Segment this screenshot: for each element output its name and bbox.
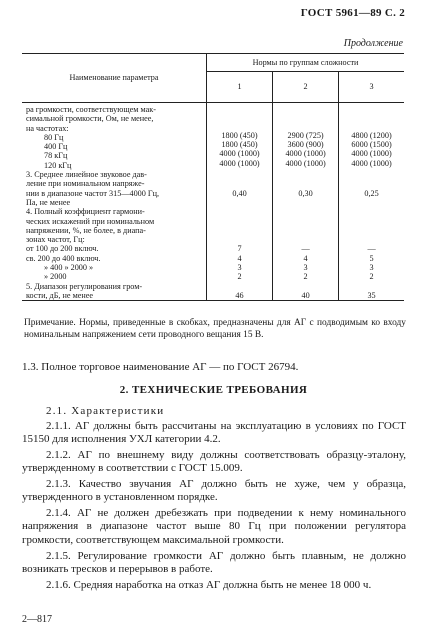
column-header-groups: Нормы по группам сложности: [207, 54, 405, 72]
value-line: [277, 226, 334, 235]
value-cell: [207, 282, 273, 301]
value-line: 3: [303, 263, 308, 273]
value-line: [211, 282, 268, 291]
parameter-line: от 100 до 200 включ.: [26, 244, 99, 254]
parameter-line: 3. Среднее линейное звуковое дав-: [26, 170, 147, 180]
value-line: [211, 235, 268, 244]
value-line: 4000 (1000): [351, 149, 392, 159]
parameter-line: 78 кГц: [44, 151, 68, 161]
value-cell: [339, 170, 404, 207]
value-line: 3600 (900): [287, 140, 324, 150]
value-line: [211, 170, 268, 179]
document-header: ГОСТ 5961—89 С. 2: [300, 7, 405, 19]
value-line: [277, 170, 334, 179]
value-cell: [273, 103, 339, 171]
parameter-line: зонах частот, Гц:: [26, 235, 85, 245]
value-line: 7: [237, 244, 242, 254]
parameter-line: 400 Гц: [44, 142, 68, 152]
parameter-line: напряжении, %, не более, в диапа-: [26, 225, 146, 235]
value-line: 4800 (1200): [351, 130, 392, 140]
value-line: 4: [303, 253, 308, 263]
value-line: [343, 179, 400, 188]
value-line: 4000 (1000): [219, 149, 260, 159]
parameter-line: ра громкости, соответствующем мак-: [26, 105, 156, 114]
parameter-line: 4. Полный коэффициент гармони-: [26, 207, 145, 217]
value-line: [343, 282, 400, 291]
parameter-line: 120 кГц: [44, 160, 72, 170]
value-cell: [339, 282, 404, 301]
value-line: 4000 (1000): [351, 158, 392, 168]
value-line: [211, 103, 268, 112]
value-line: [211, 207, 268, 216]
value-line: —: [301, 244, 310, 254]
paragraph-1-3: 1.3. Полное торговое наименование АГ — по ГОСТ 26794.: [22, 361, 299, 373]
value-line: [211, 179, 268, 188]
value-line: [343, 122, 400, 131]
value-line: —: [367, 244, 376, 254]
norms-table: [22, 53, 404, 301]
value-cell: [207, 207, 273, 281]
parameter-line: ление при номинальном напряже-: [26, 179, 145, 189]
value-line: [343, 103, 400, 112]
parameter-line: св. 200 до 400 включ.: [26, 253, 101, 263]
value-cell: [339, 207, 404, 281]
table-row: [22, 207, 404, 281]
table-row: [22, 282, 404, 301]
value-line: [211, 217, 268, 226]
value-line: [343, 217, 400, 226]
value-line: [343, 170, 400, 179]
parameter-line: ческих искажений при номинальном: [26, 216, 155, 226]
value-line: [277, 112, 334, 121]
value-line: 1800 (450): [221, 130, 258, 140]
value-line: 0,25: [364, 188, 379, 198]
value-cell: [207, 103, 273, 171]
value-line: 4000 (1000): [219, 158, 260, 168]
parameter-line: кости, дБ, не менее: [26, 290, 94, 300]
section-title: 2. ТЕХНИЧЕСКИЕ ТРЕБОВАНИЯ: [119, 384, 308, 396]
table-row: [22, 170, 404, 207]
paragraph-2-1-2: 2.1.2. АГ по внешнему виду должны соответствовать образцу-эталону, утвержденному в соответствии с ГОСТ 15.009.: [22, 449, 406, 475]
value-cell: [339, 103, 404, 171]
parameter-line: на частотах:: [26, 123, 69, 133]
paragraph-2-1-6: 2.1.6. Средняя наработка на отказ АГ должна быть не менее 18 000 ч.: [46, 579, 372, 591]
value-line: 6000 (1500): [351, 140, 392, 150]
value-line: 1800 (450): [221, 140, 258, 150]
value-line: [343, 112, 400, 121]
column-header-group-2: 2: [273, 72, 339, 103]
value-line: 4: [237, 253, 242, 263]
value-cell: [273, 207, 339, 281]
value-line: [343, 198, 400, 207]
value-line: [277, 103, 334, 112]
value-line: 40: [301, 290, 310, 300]
value-line: [277, 179, 334, 188]
column-header-parameter: Наименование параметра: [22, 54, 207, 103]
parameter-line: нии в диапазоне частот 315—4000 Гц,: [26, 188, 160, 198]
value-line: 5: [369, 253, 374, 263]
parameter-cell: [22, 282, 207, 301]
parameter-line: 5. Диапазон регулирования гром-: [26, 281, 143, 291]
continuation-label: Продолжение: [343, 38, 403, 49]
page-footer-code: 2—817: [22, 614, 52, 625]
paragraph-2-1-5: 2.1.5. Регулирование громкости АГ должно быть плавным, не должно возникать тресков и перерывов в работе.: [22, 550, 406, 576]
parameter-line: Па, не менее: [26, 197, 71, 207]
value-cell: [207, 170, 273, 207]
value-cell: [273, 282, 339, 301]
value-line: [277, 217, 334, 226]
value-cell: [273, 170, 339, 207]
paragraph-2-1-3: 2.1.3. Качество звучания АГ должно быть не хуже, чем у образца, утвержденного в установленном порядке.: [22, 478, 406, 504]
value-line: 0,40: [232, 188, 247, 198]
table-note: Примечание. Нормы, приведенные в скобках, предназначены для АГ с подводимым ко входу номинальным напряжением сети проводного вещания 15 В.: [24, 318, 406, 340]
value-line: 0,30: [298, 188, 313, 198]
parameter-line: » 2000: [44, 272, 67, 282]
paragraph-2-1-4: 2.1.4. АГ не должен дребезжать при подведении к нему номинального напряжения в диапазоне частот выше 80 Гц при положении регулятора громкости, соответствующем максимальной громкости.: [22, 507, 406, 546]
value-line: [211, 122, 268, 131]
value-line: 2: [303, 272, 308, 282]
column-header-group-1: 1: [207, 72, 273, 103]
value-line: [211, 226, 268, 235]
parameter-cell: [22, 170, 207, 207]
parameter-line: симальной громкости, Ом, не менее,: [26, 114, 154, 124]
value-line: [277, 235, 334, 244]
column-header-group-3: 3: [339, 72, 404, 103]
parameter-cell: [22, 103, 207, 171]
value-line: 3: [369, 263, 374, 273]
value-line: [211, 198, 268, 207]
value-line: [343, 235, 400, 244]
parameter-cell: [22, 207, 207, 281]
paragraph-2-1-1: 2.1.1. АГ должны быть рассчитаны на эксплуатацию в условиях по ГОСТ 15150 для исполнения УХЛ категории 4.2.: [22, 420, 406, 446]
value-line: 4000 (1000): [285, 149, 326, 159]
parameter-line: » 400 » 2000 »: [44, 263, 94, 273]
value-line: [277, 207, 334, 216]
value-line: [277, 282, 334, 291]
value-line: [343, 226, 400, 235]
parameter-line: 80 Гц: [44, 132, 64, 142]
value-line: [211, 112, 268, 121]
value-line: 2900 (725): [287, 130, 324, 140]
paragraph-2-1: 2.1. Характеристики: [46, 405, 165, 417]
value-line: 3: [237, 263, 242, 273]
value-line: 4000 (1000): [285, 158, 326, 168]
table-row: [22, 103, 404, 171]
value-line: 46: [235, 290, 244, 300]
value-line: [277, 198, 334, 207]
value-line: [343, 207, 400, 216]
value-line: 35: [367, 290, 376, 300]
value-line: 2: [237, 272, 242, 282]
value-line: [277, 122, 334, 131]
value-line: 2: [369, 272, 374, 282]
